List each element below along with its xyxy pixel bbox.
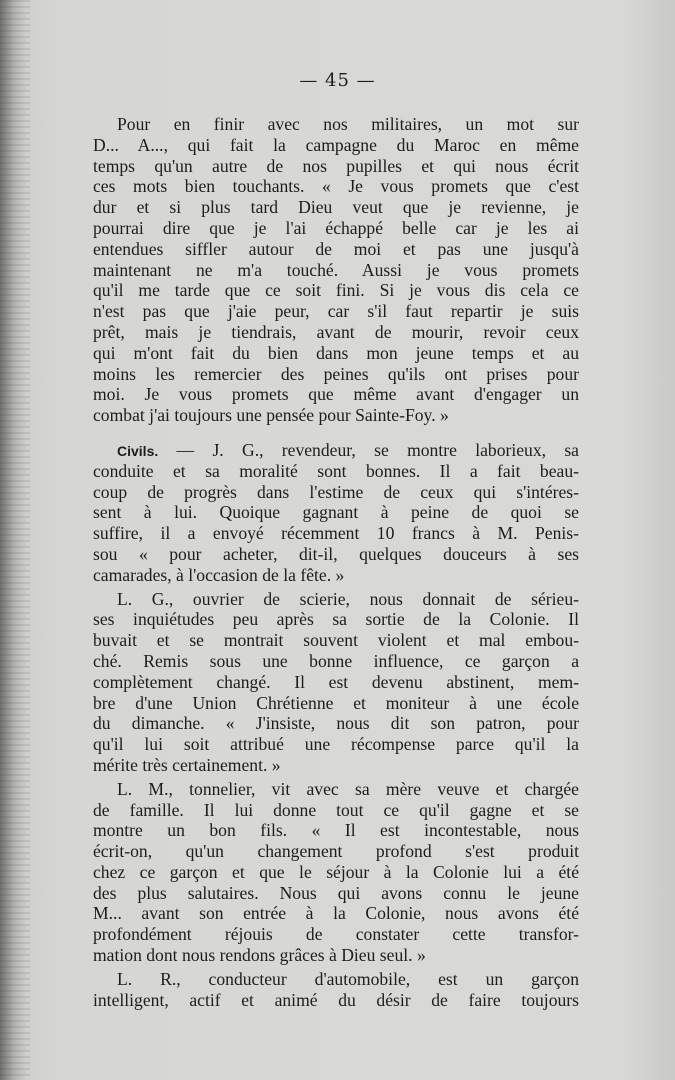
text-line: bre d'une Union Chrétienne et moniteur à une école	[93, 692, 579, 713]
text-line: buvait et se montrait souvent violent et mal embou-	[93, 630, 579, 651]
page-body	[93, 114, 579, 1010]
text-line: combat j'ai toujours une pensée pour Sainte-Foy. »	[93, 405, 449, 426]
text-line: écrit-on, qu'un changement profond s'est produit	[93, 841, 579, 862]
paragraph-lg	[93, 589, 579, 776]
text-line: du dimanche. « J'insiste, nous dit son patron, pour	[93, 713, 579, 734]
text-line: mérite très certainement. »	[93, 754, 281, 775]
section-label-civils: Civils.	[117, 442, 159, 459]
text-line: L. M., tonnelier, vit avec sa mère veuve et chargée	[117, 778, 579, 799]
text-line: sent à lui. Quoique gagnant à peine de quoi se	[93, 502, 579, 523]
text-line	[93, 440, 579, 461]
text-line: camarades, à l'occasion de la fête. »	[93, 564, 345, 585]
text-line: conduite et sa moralité sont bonnes. Il a fait beau-	[93, 460, 579, 481]
text-line: Pour en finir avec nos militaires, un mot sur	[117, 114, 579, 134]
text-line: profondément réjouis de constater cette transfor-	[93, 924, 579, 945]
text-line: des plus salutaires. Nous qui avons connu le jeune	[93, 882, 579, 903]
paragraph-civils	[93, 440, 579, 586]
text-line: chez ce garçon et que le séjour à la Colonie lui a été	[93, 861, 579, 882]
text-line: M... avant son entrée à la Colonie, nous avons été	[93, 903, 579, 924]
text-line: maintenant ne m'a touché. Aussi je vous promets	[93, 259, 579, 280]
text-line: qu'il lui soit attribué une récompense parce qu'il la	[93, 734, 579, 755]
text-line: ses inquiétudes peu après sa sortie de la Colonie. Il	[93, 609, 579, 630]
text-line: mation dont nous rendons grâces à Dieu seul. »	[93, 945, 426, 966]
text-line: sou « pour acheter, dit-il, quelques douceurs à ses	[93, 543, 579, 564]
text-line: entendues siffler autour de moi et pas une jusqu'à	[93, 238, 579, 259]
text-line: dur et si plus tard Dieu veut que je revienne, je	[93, 197, 579, 218]
text-line: ces mots bien touchants. « Je vous promets que c'est	[93, 176, 579, 197]
text-line: moi. Je vous promets que même avant d'engager un	[93, 384, 579, 405]
page-number: — 45 —	[299, 70, 376, 91]
paragraph-lr	[93, 969, 579, 1011]
paragraph-lm	[93, 779, 579, 966]
text-line: pourrai dire que je l'ai échappé belle car je les ai	[93, 217, 579, 238]
text-line: L. G., ouvrier de scierie, nous donnait de sérieu-	[117, 588, 579, 609]
text-line: qui m'ont fait du bien dans mon jeune temps et au	[93, 342, 579, 363]
text-line: suffire, il a envoyé récemment 10 francs à M. Penis-	[93, 523, 579, 544]
text-line: n'est pas que j'aie peur, car s'il faut repartir je suis	[93, 301, 579, 322]
text-line: D... A..., qui fait la campagne du Maroc en même	[93, 134, 579, 155]
paragraph-military-letter	[93, 114, 579, 426]
text-line: prêt, mais je tiendrais, avant de mourir, revoir ceux	[93, 321, 579, 342]
text-line: intelligent, actif et animé du désir de faire toujours	[93, 989, 579, 1010]
text-line: moins les remercier des peines qu'ils ont prises pour	[93, 363, 579, 384]
text-line: ché. Remis sous une bonne influence, ce garçon a	[93, 650, 579, 671]
text-line: coup de progrès dans l'estime de ceux qui s'intéres-	[93, 481, 579, 502]
text-line: temps qu'un autre de nos pupilles et qui nous écrit	[93, 155, 579, 176]
text-line: de famille. Il lui donne tout ce qu'il gagne et se	[93, 799, 579, 820]
text-line: qu'il me tarde que ce soit fini. Si je vous dis cela ce	[93, 280, 579, 301]
text-line: L. R., conducteur d'automobile, est un garçon	[117, 968, 579, 989]
text-line: complètement changé. Il est devenu abstinent, mem-	[93, 671, 579, 692]
text-line: montre un bon fils. « Il est incontestable, nous	[93, 820, 579, 841]
text-fragment: — J. G., revendeur, se montre laborieux, sa	[158, 439, 579, 460]
